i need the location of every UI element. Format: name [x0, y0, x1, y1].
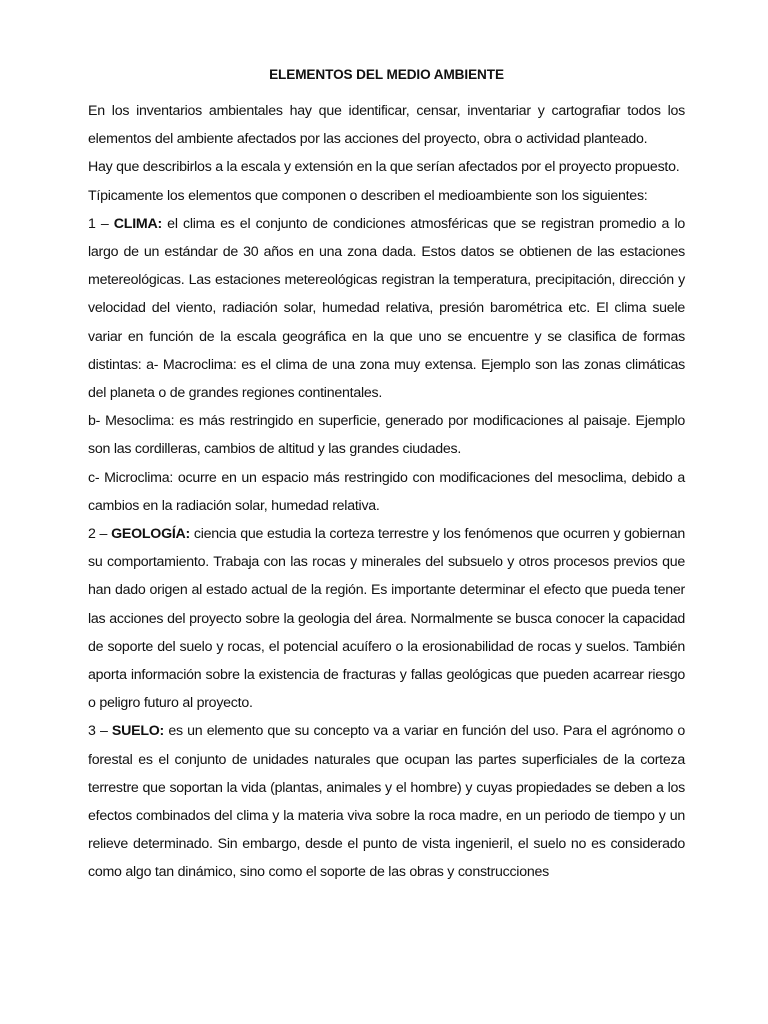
suelo-paragraph: [88, 717, 685, 886]
clima-heading: CLIMA:: [113, 215, 162, 232]
suelo-heading: SUELO:: [111, 723, 165, 740]
geologia-paragraph: [88, 520, 685, 717]
intro-paragraph-1: En los inventarios ambientales hay que identificar, censar, inventariar y cartografiar todos los elementos del ambiente afectados por las acciones del proyecto, obra o actividad planteado.: [88, 103, 685, 148]
suelo-text: es un elemento que su concepto va a variar en función del uso. Para el agrónomo o forestal es el conjunto de unidades naturales que ocupan las partes superficiales de la corteza terrestre que soportan la vida (plantas, animales y el hombre) y cuyas propiedades se deben a los efectos combinados del clima y la materia viva sobre la roca madre, en un periodo de tiempo y un relieve determinado. Sin embargo, desde el punto de vista ingenieril, el suelo no es considerado como algo tan dinámico, sino como el soporte de las obras y construcciones: [88, 723, 685, 881]
intro-paragraph-3: Típicamente los elementos que componen o describen el medioambiente son los siguientes:: [88, 187, 648, 204]
clima-number: 1 –: [88, 215, 114, 232]
microclima-paragraph: c- Microclima: ocurre en un espacio más restringido con modificaciones del mesoclima, debido a cambios en la radiación solar, humedad relativa.: [88, 469, 685, 514]
document-body: [88, 66, 685, 887]
document-title: ELEMENTOS DEL MEDIO AMBIENTE: [269, 67, 504, 82]
clima-text: el clima es el conjunto de condiciones atmosféricas que se registran promedio a lo largo de un estándar de 30 años en una zona dada. Estos datos se obtienen de las estaciones metereológicas. Las estaciones metereológicas registran la temperatura, precipitación, dirección y velocidad del viento, radiación solar, humedad relativa, presión barométrica etc. El clima suele variar en función de la escala geográfica en la que uno se encuentre y se clasifica de formas distintas: a- Macroclima: es el clima de una zona muy extensa. Ejemplo son las zonas climáticas del planeta o de grandes regiones continentales.: [88, 215, 685, 402]
suelo-number: 3 –: [88, 723, 112, 740]
intro-paragraph-2: Hay que describirlos a la escala y extensión en la que serían afectados por el proyecto propuesto.: [88, 159, 680, 176]
geologia-heading: GEOLOGÍA:: [111, 526, 191, 543]
clima-paragraph: [88, 210, 685, 407]
geologia-number: 2 –: [88, 526, 112, 543]
mesoclima-paragraph: b- Mesoclima: es más restringido en superficie, generado por modificaciones al paisaje. Ejemplo son las cordilleras, cambios de altitud y las grandes ciudades.: [88, 413, 685, 458]
geologia-text: ciencia que estudia la corteza terrestre y los fenómenos que ocurren y gobiernan su comportamiento. Trabaja con las rocas y minerales del subsuelo y otros procesos previos que han dado origen al estado actual de la región. Es importante determinar el efecto que pueda tener las acciones del proyecto sobre la geologia del área. Normalmente se busca conocer la capacidad de soporte del suelo y rocas, el potencial acuífero o la erosionabilidad de rocas y suelos. También aporta información sobre la existencia de fracturas y fallas geológicas que pueden acarrear riesgo o peligro futuro al proyecto.: [88, 526, 685, 712]
